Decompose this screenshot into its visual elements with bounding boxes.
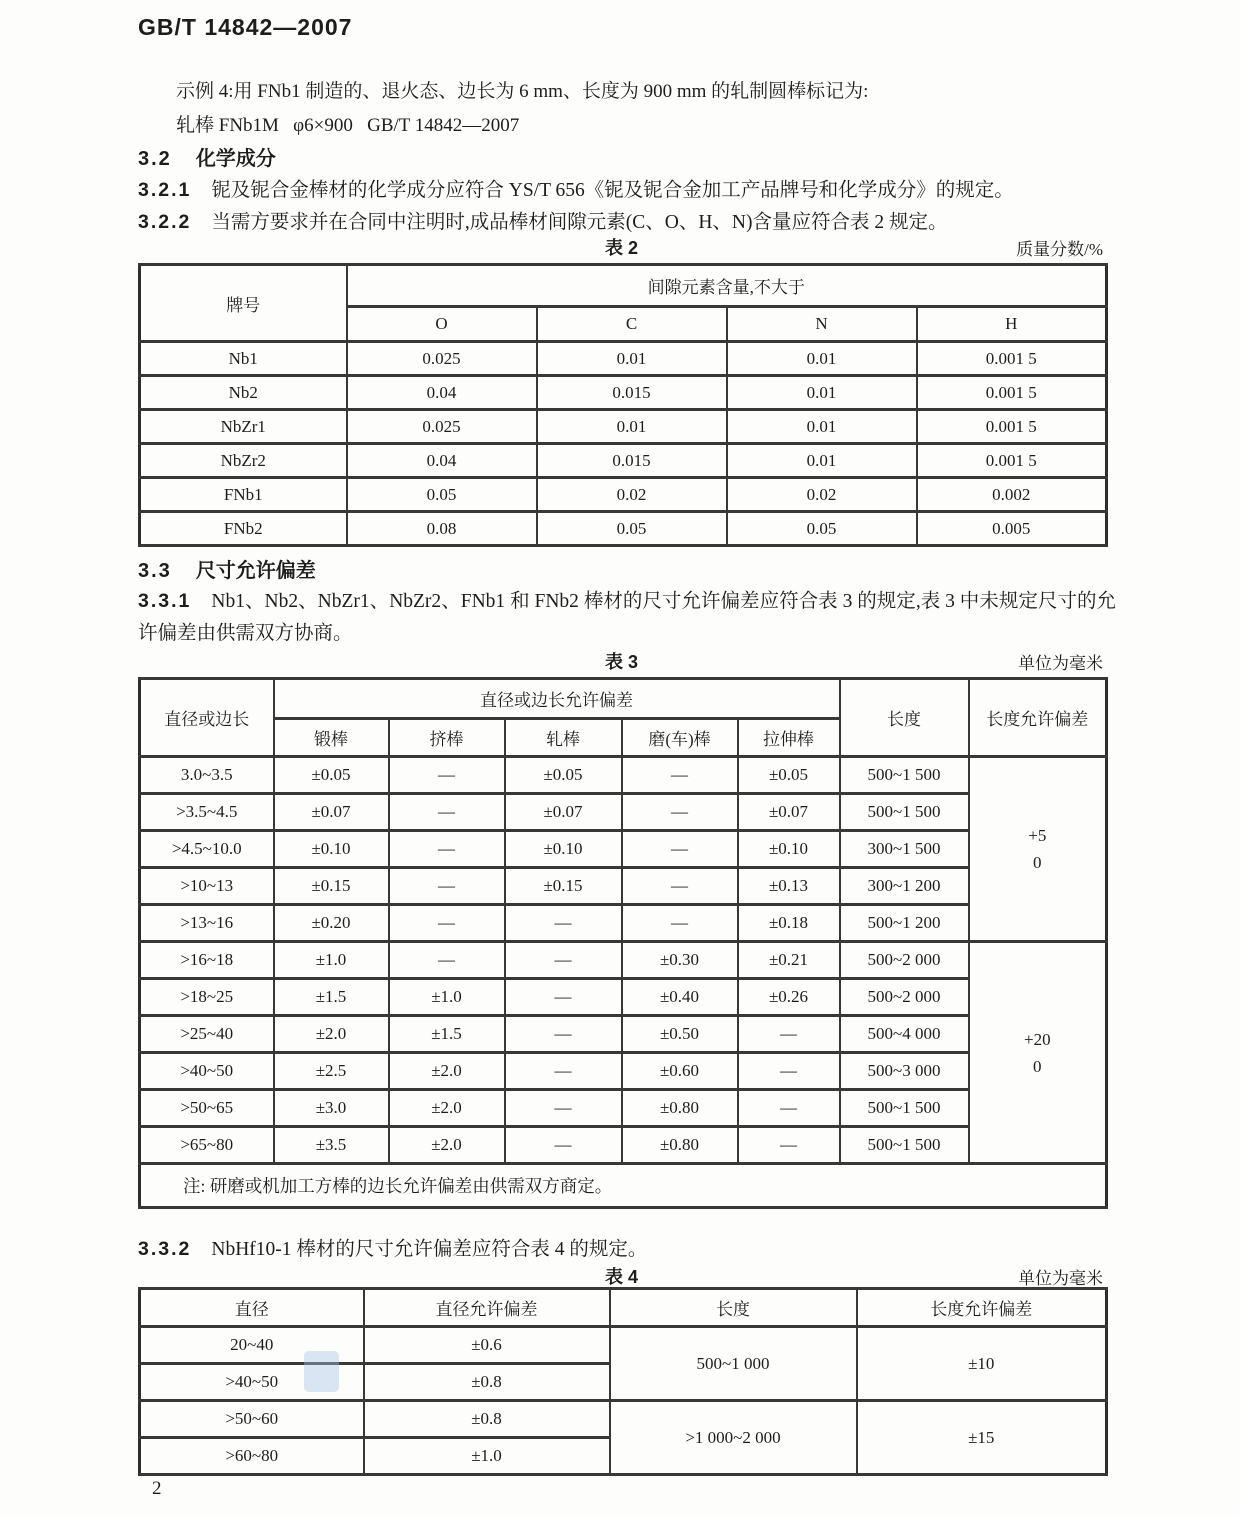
value-cell: 0.025 — [347, 410, 537, 444]
tolerance-cell: ±0.05 — [738, 757, 840, 794]
table-row — [140, 831, 1107, 868]
tolerance-upper: +20 — [1023, 1029, 1051, 1049]
tolerance-cell: ±0.07 — [738, 794, 840, 831]
tolerance-cell: ±0.15 — [505, 868, 622, 905]
value-cell: 0.02 — [727, 478, 917, 512]
tolerance-cell: ±2.0 — [274, 1016, 389, 1053]
header-cell-length-tol: 长度允许偏差 — [969, 679, 1107, 757]
brand-cell: FNb1 — [140, 478, 347, 512]
table4-unit-label: 单位为毫米 — [1018, 1269, 1103, 1288]
table2-caption: 表 2 — [604, 238, 638, 258]
diameter-cell: >40~50 — [140, 1364, 364, 1401]
brand-cell: FNb2 — [140, 512, 347, 546]
tolerance-cell: ±2.0 — [389, 1053, 505, 1090]
table2-caption-row — [138, 234, 1105, 258]
brand-cell: Nb1 — [140, 342, 347, 376]
table3-caption: 表 3 — [604, 652, 638, 672]
length-cell: 500~4 000 — [840, 1016, 969, 1053]
dimension-cell: >13~16 — [140, 905, 274, 942]
clause-text: NbHf10-1 棒材的尺寸允许偏差应符合表 4 的规定。 — [211, 1239, 648, 1260]
table-header-row — [140, 265, 1107, 307]
header-cell-group: 间隙元素含量,不大于 — [347, 265, 1107, 307]
diameter-cell: >60~80 — [140, 1438, 364, 1475]
clause-number: 3.2 — [138, 148, 172, 170]
clause-3-3-1 — [138, 585, 1116, 650]
tolerance-cell: — — [505, 942, 622, 979]
dimension-cell: >10~13 — [140, 868, 274, 905]
value-cell: 0.01 — [727, 444, 917, 478]
table-row — [140, 1016, 1107, 1053]
clause-text: Nb1、Nb2、NbZr1、NbZr2、FNb1 和 FNb2 棒材的尺寸允许偏差应符合表 3 的规定,表 3 中未规定尺寸的允许偏差由供需双方协商。 — [138, 591, 1116, 644]
clause-title: 化学成分 — [195, 148, 276, 170]
brand-cell: NbZr2 — [140, 444, 347, 478]
tolerance-cell: ±2.0 — [389, 1090, 505, 1127]
tolerance-cell: ±0.21 — [738, 942, 840, 979]
diameter-cell: 20~40 — [140, 1327, 364, 1364]
clause-text: 当需方要求并在合同中注明时,成品棒材间隙元素(C、O、H、N)含量应符合表 2 规定。 — [211, 212, 948, 233]
tolerance-cell: ±0.07 — [274, 794, 389, 831]
section-heading-3-3 — [138, 554, 316, 583]
tolerance-cell: — — [389, 794, 505, 831]
value-cell: 0.015 — [537, 376, 727, 410]
length-group-cell: >1 000~2 000 — [610, 1401, 857, 1475]
tolerance-cell: — — [622, 757, 738, 794]
tolerance-upper: +5 — [1028, 826, 1047, 845]
standard-number: GB/T 14842—2007 — [138, 14, 353, 40]
header-cell-dimension: 直径或边长 — [140, 679, 274, 757]
tolerance-cell: ±3.0 — [274, 1090, 389, 1127]
dimension-cell: 3.0~3.5 — [140, 757, 274, 794]
table-row — [140, 979, 1107, 1016]
tolerance-cell: ±0.26 — [738, 979, 840, 1016]
tolerance-cell: ±0.07 — [505, 794, 622, 831]
header-cell-ground-bar: 磨(车)棒 — [622, 719, 738, 757]
value-cell: 0.04 — [347, 444, 537, 478]
table-row — [140, 376, 1107, 410]
tolerance-cell: — — [738, 1016, 840, 1053]
value-cell: 0.001 5 — [917, 342, 1107, 376]
value-cell: 0.001 5 — [917, 376, 1107, 410]
tolerance-cell: ±0.30 — [622, 942, 738, 979]
header-cell-length-tol: 长度允许偏差 — [857, 1289, 1107, 1327]
table-row — [140, 1090, 1107, 1127]
clause-text: 铌及铌合金棒材的化学成分应符合 YS/T 656《铌及铌合金加工产品牌号和化学成分》的规定。 — [211, 180, 1014, 201]
length-cell: 300~1 200 — [840, 868, 969, 905]
header-cell-H: H — [917, 307, 1107, 342]
tolerance-cell: ±0.05 — [274, 757, 389, 794]
length-cell: 300~1 500 — [840, 831, 969, 868]
table-row — [140, 1127, 1107, 1164]
tolerance-cell: — — [622, 831, 738, 868]
value-cell: 0.05 — [347, 478, 537, 512]
tolerance-cell: — — [622, 794, 738, 831]
clause-number: 3.3 — [138, 560, 172, 582]
table3-caption-row — [138, 648, 1105, 672]
header-cell-N: N — [727, 307, 917, 342]
value-cell: 0.002 — [917, 478, 1107, 512]
table-row — [140, 444, 1107, 478]
table-row — [140, 410, 1107, 444]
table-row — [140, 478, 1107, 512]
dimension-cell: >25~40 — [140, 1016, 274, 1053]
dimension-cell: >4.5~10.0 — [140, 831, 274, 868]
dimension-cell: >40~50 — [140, 1053, 274, 1090]
tolerance-lower: 0 — [1033, 1056, 1042, 1076]
length-group-cell: 500~1 000 — [610, 1327, 857, 1401]
brand-cell: Nb2 — [140, 376, 347, 410]
tolerance-cell: — — [505, 1090, 622, 1127]
tolerance-cell: — — [505, 1127, 622, 1164]
tolerance-cell: — — [389, 868, 505, 905]
diameter-tolerance-cell: ±0.8 — [364, 1401, 610, 1438]
dimension-cell: >50~65 — [140, 1090, 274, 1127]
clause-number: 3.3.2 — [138, 1238, 192, 1260]
header-cell-rolled-bar: 轧棒 — [505, 719, 622, 757]
header-cell-length: 长度 — [610, 1289, 857, 1327]
page-number: 2 — [152, 1478, 162, 1499]
diameter-cell: >50~60 — [140, 1401, 364, 1438]
table-row — [140, 1401, 1107, 1438]
table-note-row — [140, 1164, 1107, 1208]
length-cell: 500~2 000 — [840, 979, 969, 1016]
value-cell: 0.08 — [347, 512, 537, 546]
clause-3-2-1 — [138, 174, 1116, 207]
header-cell-length: 长度 — [840, 679, 969, 757]
table-dimension-tolerances — [138, 677, 1108, 1209]
length-tolerance-group-cell — [969, 942, 1107, 1164]
scan-smudge-artifact — [304, 1351, 339, 1392]
dimension-cell: >18~25 — [140, 979, 274, 1016]
tolerance-cell: ±1.5 — [274, 979, 389, 1016]
diameter-tolerance-cell: ±1.0 — [364, 1438, 610, 1475]
tolerance-cell: ±0.20 — [274, 905, 389, 942]
dimension-cell: >65~80 — [140, 1127, 274, 1164]
tolerance-cell: ±0.60 — [622, 1053, 738, 1090]
tolerance-cell: — — [738, 1127, 840, 1164]
value-cell: 0.001 5 — [917, 410, 1107, 444]
tolerance-cell: — — [738, 1090, 840, 1127]
table4-caption-row — [138, 1263, 1105, 1287]
tolerance-cell: ±0.10 — [274, 831, 389, 868]
length-tolerance-group-cell — [969, 757, 1107, 942]
tolerance-cell: — — [389, 942, 505, 979]
tolerance-cell: ±1.5 — [389, 1016, 505, 1053]
tolerance-cell: — — [505, 1016, 622, 1053]
table-header-row — [140, 679, 1107, 719]
tolerance-cell: ±1.0 — [389, 979, 505, 1016]
clause-number: 3.3.1 — [138, 590, 192, 612]
table2-unit-label: 质量分数/% — [1016, 240, 1103, 259]
table-row — [140, 1327, 1107, 1364]
table-note: 注: 研磨或机加工方棒的边长允许偏差由供需双方商定。 — [140, 1164, 1107, 1208]
tolerance-cell: ±1.0 — [274, 942, 389, 979]
header-cell-forged-bar: 锻棒 — [274, 719, 389, 757]
tolerance-cell: ±0.10 — [505, 831, 622, 868]
value-cell: 0.005 — [917, 512, 1107, 546]
header-cell-extruded-bar: 挤棒 — [389, 719, 505, 757]
value-cell: 0.01 — [537, 410, 727, 444]
tolerance-cell: — — [505, 1053, 622, 1090]
tolerance-cell: ±0.80 — [622, 1090, 738, 1127]
table-row — [140, 512, 1107, 546]
clause-number: 3.2.1 — [138, 179, 192, 201]
table-row — [140, 905, 1107, 942]
tolerance-cell: — — [622, 868, 738, 905]
value-cell: 0.02 — [537, 478, 727, 512]
header-cell-C: C — [537, 307, 727, 342]
length-cell: 500~1 200 — [840, 905, 969, 942]
tolerance-cell: ±0.80 — [622, 1127, 738, 1164]
value-cell: 0.015 — [537, 444, 727, 478]
header-cell-group: 直径或边长允许偏差 — [274, 679, 840, 719]
table-row — [140, 342, 1107, 376]
header-cell-diameter: 直径 — [140, 1289, 364, 1327]
value-cell: 0.01 — [727, 410, 917, 444]
diameter-tolerance-cell: ±0.8 — [364, 1364, 610, 1401]
value-cell: 0.01 — [537, 342, 727, 376]
tolerance-lower: 0 — [1033, 853, 1042, 872]
length-cell: 500~3 000 — [840, 1053, 969, 1090]
table4-caption: 表 4 — [604, 1267, 638, 1287]
tolerance-cell: ±0.10 — [738, 831, 840, 868]
value-cell: 0.025 — [347, 342, 537, 376]
table-interstitial-elements — [138, 263, 1108, 547]
table-nbhf-tolerances — [138, 1287, 1108, 1476]
length-cell: 500~1 500 — [840, 1127, 969, 1164]
header-cell-O: O — [347, 307, 537, 342]
value-cell: 0.04 — [347, 376, 537, 410]
clause-title: 尺寸允许偏差 — [195, 560, 316, 582]
tolerance-cell: — — [622, 905, 738, 942]
tolerance-cell: — — [389, 757, 505, 794]
value-cell: 0.001 5 — [917, 444, 1107, 478]
clause-3-3-2 — [138, 1233, 1116, 1266]
table-header-row — [140, 1289, 1107, 1327]
table-row — [140, 868, 1107, 905]
dimension-cell: >16~18 — [140, 942, 274, 979]
value-cell: 0.05 — [537, 512, 727, 546]
value-cell: 0.01 — [727, 342, 917, 376]
tolerance-cell: — — [505, 905, 622, 942]
tolerance-cell: — — [505, 979, 622, 1016]
example-designation: 轧棒 FNb1M φ6×900 GB/T 14842—2007 — [176, 115, 520, 136]
table3-unit-label: 单位为毫米 — [1018, 654, 1103, 673]
tolerance-cell: ±0.40 — [622, 979, 738, 1016]
length-cell: 500~2 000 — [840, 942, 969, 979]
table-row — [140, 1053, 1107, 1090]
value-cell: 0.01 — [727, 376, 917, 410]
tolerance-cell: — — [389, 831, 505, 868]
tolerance-cell: ±0.18 — [738, 905, 840, 942]
table-row — [140, 942, 1107, 979]
brand-cell: NbZr1 — [140, 410, 347, 444]
header-cell-brand: 牌号 — [140, 265, 347, 342]
length-tolerance-group-cell: ±15 — [857, 1401, 1107, 1475]
tolerance-cell: — — [389, 905, 505, 942]
tolerance-cell: ±3.5 — [274, 1127, 389, 1164]
table-row — [140, 757, 1107, 794]
header-cell-drawn-bar: 拉伸棒 — [738, 719, 840, 757]
value-cell: 0.05 — [727, 512, 917, 546]
diameter-tolerance-cell: ±0.6 — [364, 1327, 610, 1364]
table-row — [140, 794, 1107, 831]
tolerance-cell: ±2.0 — [389, 1127, 505, 1164]
tolerance-cell: ±0.50 — [622, 1016, 738, 1053]
section-heading-3-2 — [138, 142, 276, 171]
length-cell: 500~1 500 — [840, 1090, 969, 1127]
length-cell: 500~1 500 — [840, 794, 969, 831]
length-cell: 500~1 500 — [840, 757, 969, 794]
dimension-cell: >3.5~4.5 — [140, 794, 274, 831]
header-cell-diameter-tol: 直径允许偏差 — [364, 1289, 610, 1327]
length-tolerance-group-cell: ±10 — [857, 1327, 1107, 1401]
tolerance-cell: ±2.5 — [274, 1053, 389, 1090]
example-line-1: 示例 4:用 FNb1 制造的、退火态、边长为 6 mm、长度为 900 mm 的轧制圆棒标记为: — [176, 81, 869, 102]
tolerance-cell: — — [738, 1053, 840, 1090]
clause-number: 3.2.2 — [138, 211, 192, 233]
tolerance-cell: ±0.13 — [738, 868, 840, 905]
tolerance-cell: ±0.05 — [505, 757, 622, 794]
tolerance-cell: ±0.15 — [274, 868, 389, 905]
